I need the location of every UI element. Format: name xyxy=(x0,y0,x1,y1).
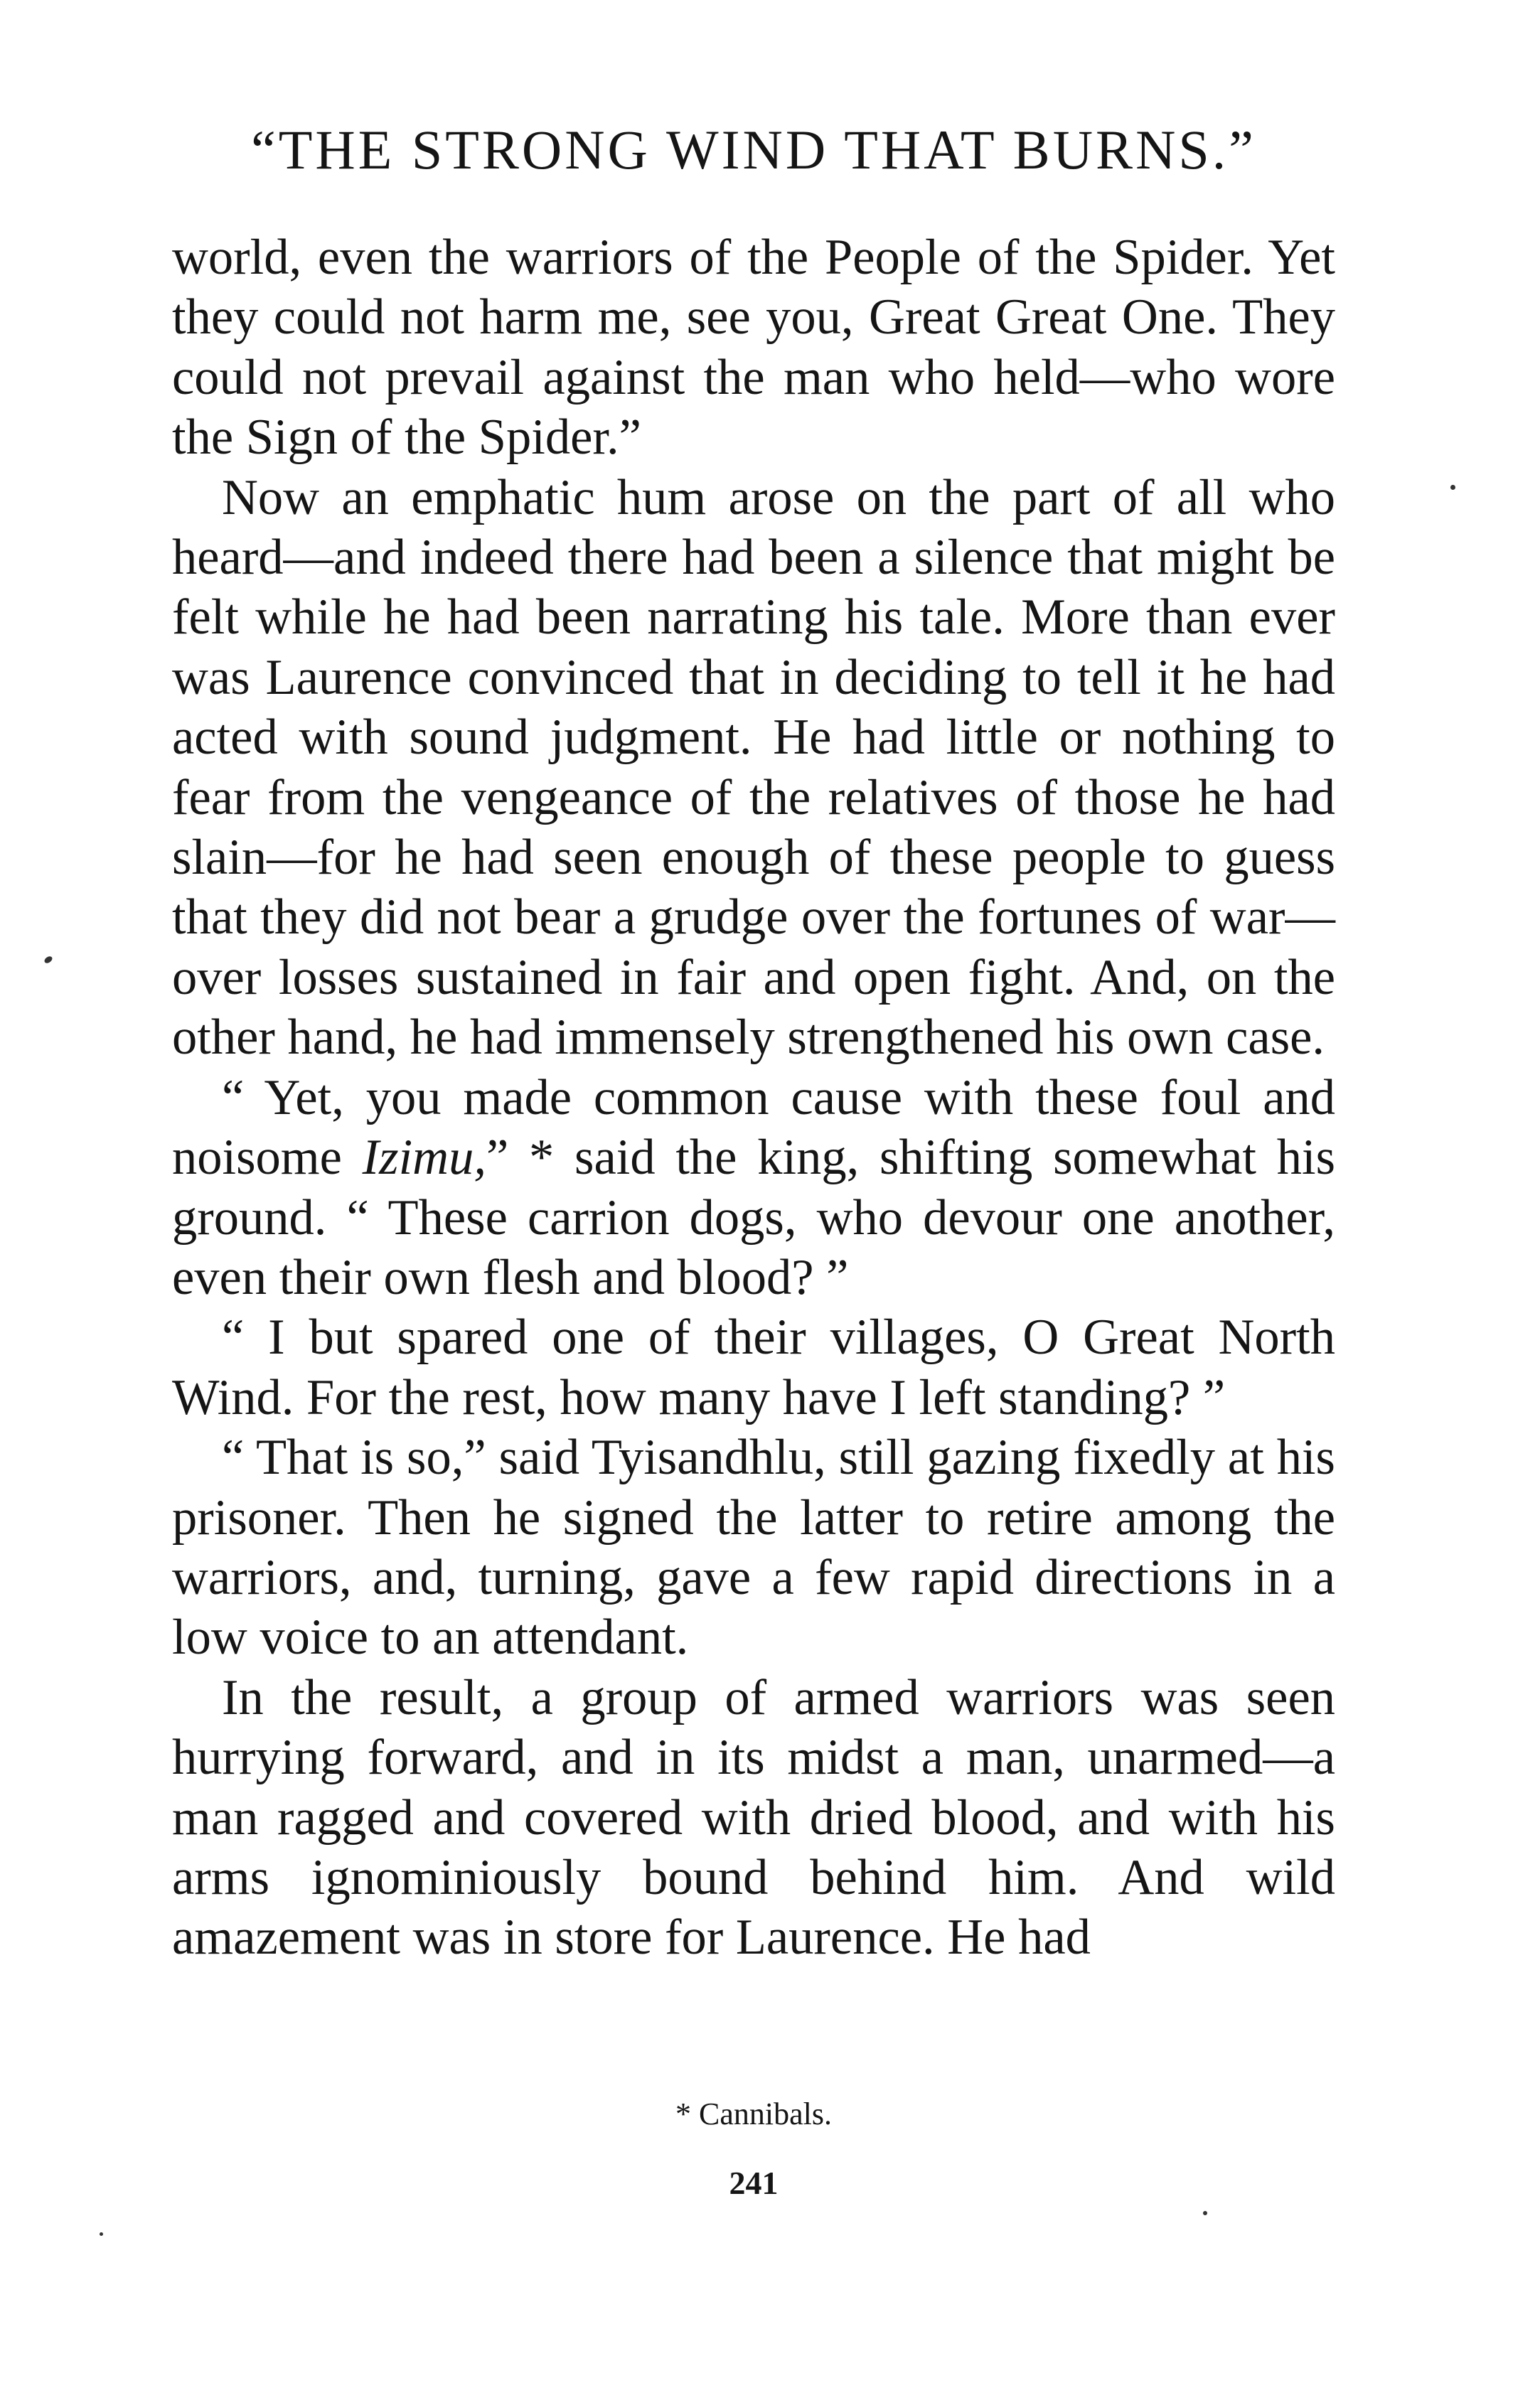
paragraph-text: “ I but spared one of their villages, O Great North Wind. For the rest, how many have I left standing? ” xyxy=(172,1310,1335,1425)
body-text xyxy=(172,227,1335,1968)
paragraph-text: “ That is so,” said Tyisandhlu, still gazing fixedly at his prisoner. Then he signed the latter to retire among the warriors, and, turning, gave a few rapid directions in a low voice to an attendant. xyxy=(172,1430,1335,1666)
footnote: * Cannibals. xyxy=(675,2097,832,2131)
paragraph xyxy=(172,468,1335,1068)
paragraph xyxy=(172,1668,1335,1968)
print-speck xyxy=(1450,485,1455,490)
print-speck xyxy=(100,2232,103,2236)
paragraph-text: “ Yet, you made common cause with these foul and noisome xyxy=(172,1069,1335,1186)
paragraph-text: world, even the warriors of the People of the Spider. Yet they could not harm me, see you, Great Great One. They could not prevail against the man who held—who wore the Sign of the Spider.” xyxy=(172,230,1335,466)
paragraph-text: Now an emphatic hum arose on the part of all who heard—and indeed there had been a silence that might be felt while he had been narrating his tale. More than ever was Laurence convinced that in deciding to tell it he had acted with sound judgment. He had little or nothing to fear from the vengeance of the relatives of those he had slain—for he had seen enough of these people to guess that they did not bear a grudge over the fortunes of war—over losses sustained in fair and open fight. And, on the other hand, he had immensely strengthened his own case. xyxy=(172,469,1335,1066)
paragraph xyxy=(172,1428,1335,1668)
paragraph xyxy=(172,227,1335,468)
print-speck xyxy=(1203,2211,1207,2215)
paragraph xyxy=(172,1307,1335,1428)
italic-term: Izimu, xyxy=(362,1130,486,1186)
page-number: 241 xyxy=(729,2165,779,2201)
paragraph-text: In the result, a group of armed warriors was seen hurrying forward, and in its midst a man, unarmed—a man ragged and covered with dried blood, and with his arms ignominiously bound behind him. And wild amazement was in store for Laurence. He had xyxy=(172,1669,1335,1966)
running-head: “THE STRONG WIND THAT BURNS.” xyxy=(251,119,1256,181)
print-speck xyxy=(43,955,53,964)
paragraph-text-continued: ” * said the king, shifting somewhat his ground. “ These carrion dogs, who devour one another, even their own flesh and blood? ” xyxy=(172,1130,1336,1305)
paragraph xyxy=(172,1068,1335,1308)
